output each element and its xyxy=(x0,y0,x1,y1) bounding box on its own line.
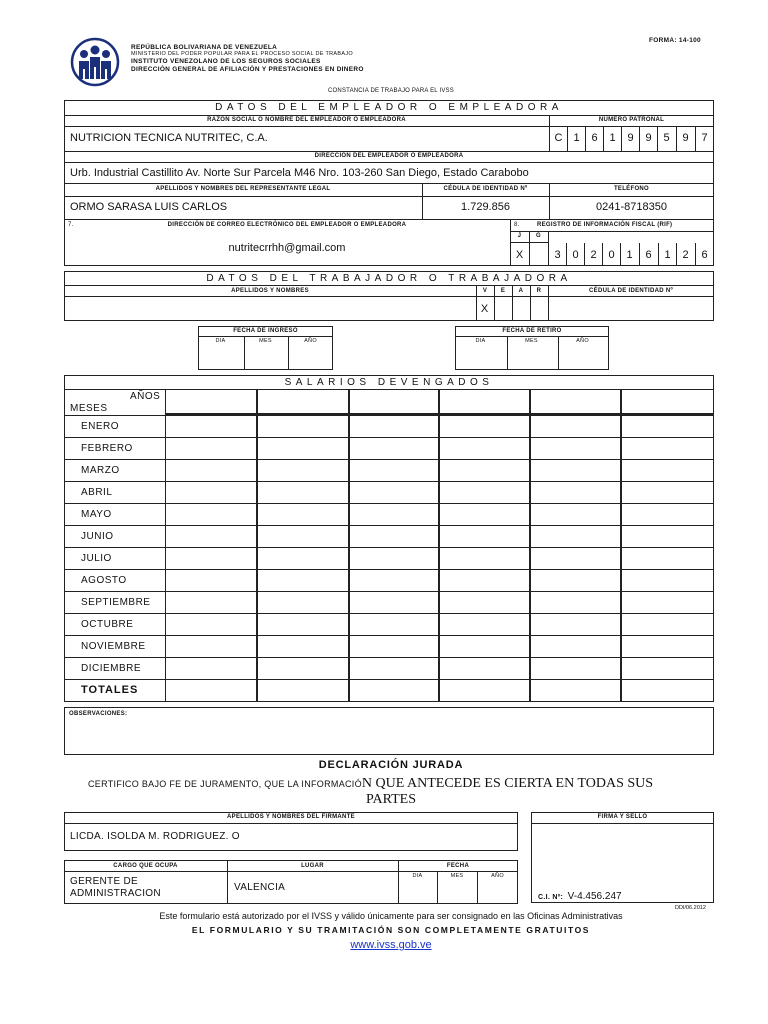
org-line-3: INSTITUTO VENEZOLANO DE LOS SEGUROS SOCIALES xyxy=(131,58,321,65)
worker-col-e: E xyxy=(500,288,506,294)
month-octubre: OCTUBRE xyxy=(81,619,134,630)
retiro-dia: DIA xyxy=(475,338,486,344)
rif-label: REGISTRO DE INFORMACIÓN FISCAL (RIF) xyxy=(537,222,673,228)
form-code: DDI/06.2012 xyxy=(675,905,706,911)
fecha-label: FECHA xyxy=(446,863,470,869)
ci-line xyxy=(538,886,622,904)
org-line-2: MINISTERIO DEL PODER POPULAR PARA EL PROCESO SOCIAL DE TRABAJO xyxy=(131,51,353,57)
month-mayo: MAYO xyxy=(81,509,112,520)
retiro-mes: MES xyxy=(525,338,538,344)
ingreso-dia: DIA xyxy=(215,338,226,344)
ingreso-ano: AÑO xyxy=(304,338,317,344)
firma-fecha-mes: MES xyxy=(450,873,464,879)
cargo-label: CARGO QUE OCUPA xyxy=(113,863,178,869)
declaracion-text-large: N QUE ANTECEDE ES CIERTA EN TODAS SUS xyxy=(361,776,654,791)
razon-social-value[interactable]: NUTRICION TECNICA NUTRITEC, C.A. xyxy=(70,132,268,144)
observaciones-box[interactable] xyxy=(64,707,714,755)
telefono-label: TELÉFONO xyxy=(613,186,650,192)
field-number-7: 7. xyxy=(68,222,74,228)
org-line-1: REPÚBLICA BOLIVARIANA DE VENEZUELA xyxy=(131,44,278,51)
rif-digits[interactable]: 3 0 2 0 1 6 1 2 6 xyxy=(548,243,714,266)
firmante-name-value[interactable]: LICDA. ISOLDA M. RODRIGUEZ. O xyxy=(70,831,240,842)
worker-col-r: R xyxy=(536,288,542,294)
firma-fecha-dia: DIA xyxy=(412,873,423,879)
numero-patronal-label: NÚMERO PATRONAL xyxy=(598,117,665,123)
month-diciembre: DICIEMBRE xyxy=(81,663,142,674)
worker-section-title: DATOS DEL TRABAJADOR O TRABAJADORA xyxy=(206,273,572,284)
ci-value[interactable]: V-4.456.247 xyxy=(567,891,622,902)
document-title: CONSTANCIA DE TRABAJO PARA EL IVSS xyxy=(328,88,454,94)
employer-section-title: DATOS DEL EMPLEADOR O EMPLEADORA xyxy=(215,102,563,113)
month-marzo: MARZO xyxy=(81,465,120,476)
observaciones-label: OBSERVACIONES: xyxy=(69,711,128,717)
month-junio: JUNIO xyxy=(81,531,114,542)
fecha-retiro-label: FECHA DE RETIRO xyxy=(502,328,562,334)
cedula-rep-label: CÉDULA DE IDENTIDAD Nº xyxy=(443,186,528,192)
ci-label: C.I. Nº: xyxy=(538,894,564,901)
rif-g-label: G xyxy=(536,233,541,239)
forma-code: FORMA: 14-100 xyxy=(649,37,701,44)
razon-social-label: RAZÓN SOCIAL O NOMBRE DEL EMPLEADOR O EMPLEADORA xyxy=(207,117,406,123)
worker-name-input[interactable] xyxy=(65,297,475,320)
month-abril: ABRIL xyxy=(81,487,113,498)
worker-cedula-input[interactable] xyxy=(549,297,713,320)
salarios-grid[interactable] xyxy=(64,389,714,702)
fecha-ingreso-label: FECHA DE INGRESO xyxy=(233,328,298,334)
cargo-value-2[interactable]: ADMINISTRACION xyxy=(70,888,161,899)
month-febrero: FEBRERO xyxy=(81,443,133,454)
email-value[interactable]: nutritecrrhh@gmail.com xyxy=(228,242,346,254)
salarios-section-title: SALARIOS DEVENGADOS xyxy=(284,377,494,388)
cedula-rep-value[interactable]: 1.729.856 xyxy=(461,201,510,213)
footer-line-1: Este formulario está autorizado por el IVSS y válido únicamente para ser consignado en las Oficinas Administrativas xyxy=(159,911,623,921)
declaracion-text-line1 xyxy=(88,774,653,792)
numero-patronal-digits[interactable]: C 1 6 1 9 9 5 9 7 xyxy=(549,126,714,151)
month-agosto: AGOSTO xyxy=(81,575,127,586)
worker-col-v: V xyxy=(482,288,488,294)
totales-label: TOTALES xyxy=(81,684,139,696)
direccion-label: DIRECCIÓN DEL EMPLEADOR O EMPLEADORA xyxy=(314,153,464,159)
declaracion-text-small: CERTIFICO BAJO FE DE JURAMENTO, QUE LA INFORMACIÓ xyxy=(88,779,362,789)
firmante-name-label: APELLIDOS Y NOMBRES DEL FIRMANTE xyxy=(227,814,355,820)
rif-type-mark[interactable]: X xyxy=(515,249,524,261)
declaracion-title: DECLARACIÓN JURADA xyxy=(318,759,464,771)
lugar-value[interactable]: VALENCIA xyxy=(234,882,286,893)
field-number-8: 8. xyxy=(514,222,520,228)
direccion-value[interactable]: Urb. Industrial Castillito Av. Norte Sur Parcela M46 Nro. 103-260 San Diego, Estado Carabobo xyxy=(70,167,529,179)
footer-line-2: EL FORMULARIO Y SU TRAMITACIÓN SON COMPLETAMENTE GRATUITOS xyxy=(191,925,591,935)
worker-col-a: A xyxy=(518,288,524,294)
firma-sello-label: FIRMA Y SELLO xyxy=(597,814,648,820)
anos-label: AÑOS xyxy=(130,391,161,402)
lugar-label: LUGAR xyxy=(301,863,324,869)
cargo-value-1[interactable]: GERENTE DE xyxy=(70,876,139,887)
telefono-value[interactable]: 0241-8718350 xyxy=(596,201,667,213)
month-septiembre: SEPTIEMBRE xyxy=(81,597,151,608)
ivss-logo xyxy=(70,37,120,87)
meses-label: MESES xyxy=(70,403,108,414)
worker-cedula-label: CÉDULA DE IDENTIDAD Nº xyxy=(589,288,673,294)
rif-j-label: J xyxy=(517,233,522,239)
month-enero: ENERO xyxy=(81,421,120,432)
retiro-ano: AÑO xyxy=(576,338,589,344)
month-noviembre: NOVIEMBRE xyxy=(81,641,146,652)
email-label: DIRECCIÓN DE CORREO ELECTRÓNICO DEL EMPLEADOR O EMPLEADORA xyxy=(167,222,407,228)
worker-name-label: APELLIDOS Y NOMBRES xyxy=(231,288,309,294)
declaracion-text-line2: PARTES xyxy=(366,792,416,807)
representante-value[interactable]: ORMO SARASA LUIS CARLOS xyxy=(70,201,228,213)
ingreso-mes: MES xyxy=(259,338,272,344)
month-julio: JULIO xyxy=(81,553,112,564)
worker-v-mark[interactable]: X xyxy=(480,303,489,315)
ivss-website-link[interactable]: www.ivss.gob.ve xyxy=(350,939,432,951)
representante-label: APELLIDOS Y NOMBRES DEL REPRESENTANTE LEGAL xyxy=(155,186,331,192)
firma-fecha-ano: AÑO xyxy=(491,873,504,879)
org-line-4: DIRECCIÓN GENERAL DE AFILIACIÓN Y PRESTACIONES EN DINERO xyxy=(131,66,364,73)
